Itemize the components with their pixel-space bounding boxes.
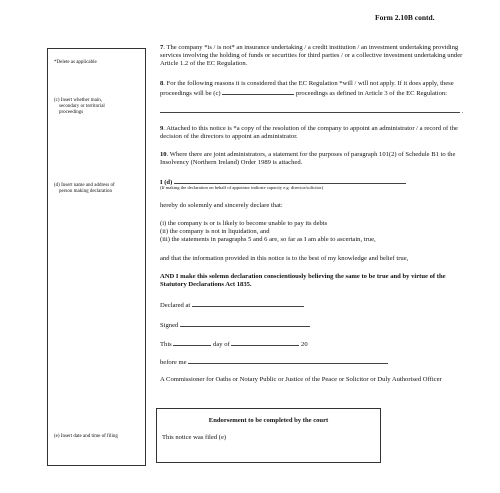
proceedings-type-field[interactable]: [222, 88, 294, 95]
note-insert-main-line1: (c) Insert whether main,: [54, 98, 103, 103]
paragraph-10-number: 10: [160, 151, 167, 158]
paragraph-8-text-a: . For the following reasons it is considered that the EC Regulation *will / will not apply. If it does apply, these proceedings will be (c): [160, 80, 454, 97]
paragraph-8-text-b: proceedings as defined in Article 3 of the EC Regulation:: [295, 90, 447, 97]
paragraph-9-text: . Attached to this notice is *a copy of the resolution of the company to appoint an administrator / a record of the decision of the directors to appoint an administrator.: [160, 125, 458, 140]
solemnly-declare: hereby do solemnly and sincerely declare that:: [160, 202, 283, 209]
signature-field[interactable]: [180, 320, 310, 327]
witness-field[interactable]: [188, 357, 388, 364]
declaration-item-i: (i) the company is or is likely to become unable to pay its debts: [160, 220, 328, 227]
day-field[interactable]: [173, 339, 211, 346]
filed-text: This notice was filed (e): [162, 434, 227, 441]
declared-at-field[interactable]: [192, 300, 304, 307]
court-endorsement-box: [156, 408, 381, 463]
signed-line: [160, 320, 472, 330]
paragraph-10-text: . Where there are joint administrators, a statement for the purposes of paragraph 101(2) of Schedule B1 to the Insolvency (Northern Ireland) Order 1989 is attached.: [160, 151, 456, 166]
paragraph-7-text: . The company *is / is not* an insurance undertaking / a credit institution / an investment undertaking providing services involving the holding of funds or securities for third parties / or a collective investment undertaking under Article 1.2 of the EC Regulation.: [160, 44, 463, 67]
paragraph-10: [160, 151, 472, 167]
year-label: 20: [301, 341, 308, 348]
declarant-hint: (If making the declaration on behalf of appointor indicate capacity e.g. director/solicitor): [160, 185, 324, 190]
solemn-declaration-statement: AND I make this solemn declaration conscientiously believing the same to be true and by virtue of the Statutory Declarations Act 1835.: [160, 273, 446, 288]
commissioner-text: A Commissioner for Oaths or Notary Public or Justice of the Peace or Solicitor or Duly Authorised Officer: [160, 376, 442, 383]
declarant-label: I (d): [160, 179, 173, 186]
day-of-label: day of: [213, 341, 230, 348]
before-me-line: [160, 357, 472, 367]
note-insert-main-line2: secondary or territorial: [59, 104, 105, 109]
endorsement-title: Endorsement to be completed by the court: [208, 417, 329, 424]
margin-notes-box: [47, 48, 146, 466]
note-insert-name-line1: (d) Insert name and address of: [54, 183, 115, 188]
declaration-item-ii: (ii) the company is not in liquidation, and: [160, 228, 270, 235]
note-delete-text: *Delete as applicable: [54, 60, 97, 65]
note-insert-name: [54, 183, 142, 195]
information-true: and that the information provided in this notice is to the best of my knowledge and belief true,: [160, 255, 409, 262]
before-me-label: before me: [160, 359, 187, 366]
date-line: [160, 339, 472, 349]
note-insert-date: [54, 434, 142, 440]
month-field[interactable]: [231, 339, 299, 346]
note-insert-main: [54, 98, 142, 116]
declaration-item-iii: (iii) the statements in paragraphs 5 and 6 are, so far as I am able to ascertain, true,: [160, 236, 376, 243]
paragraph-8-reason-line: .: [160, 106, 472, 116]
paragraph-9-number: 9: [160, 125, 164, 132]
form-reference: Form 2.10B contd.: [375, 13, 435, 22]
note-delete: [54, 60, 142, 66]
paragraph-9: [160, 125, 472, 141]
paragraph-7-number: 7: [160, 44, 164, 51]
paragraph-8: [160, 80, 472, 98]
note-insert-main-line3: proceedings: [59, 110, 84, 115]
paragraph-8-number: 8: [160, 80, 164, 87]
declared-at-label: Declared at: [160, 302, 191, 309]
paragraph-7: [160, 44, 472, 68]
this-label: This: [160, 341, 172, 348]
signed-label: Signed: [160, 322, 179, 329]
declared-at-line: [160, 300, 472, 310]
note-insert-date-text: (e) Insert date and time of filing: [54, 434, 118, 439]
reasons-field[interactable]: [160, 106, 460, 113]
declarant-name-field[interactable]: [174, 177, 406, 184]
note-insert-name-line2: person making declaration: [59, 189, 113, 194]
